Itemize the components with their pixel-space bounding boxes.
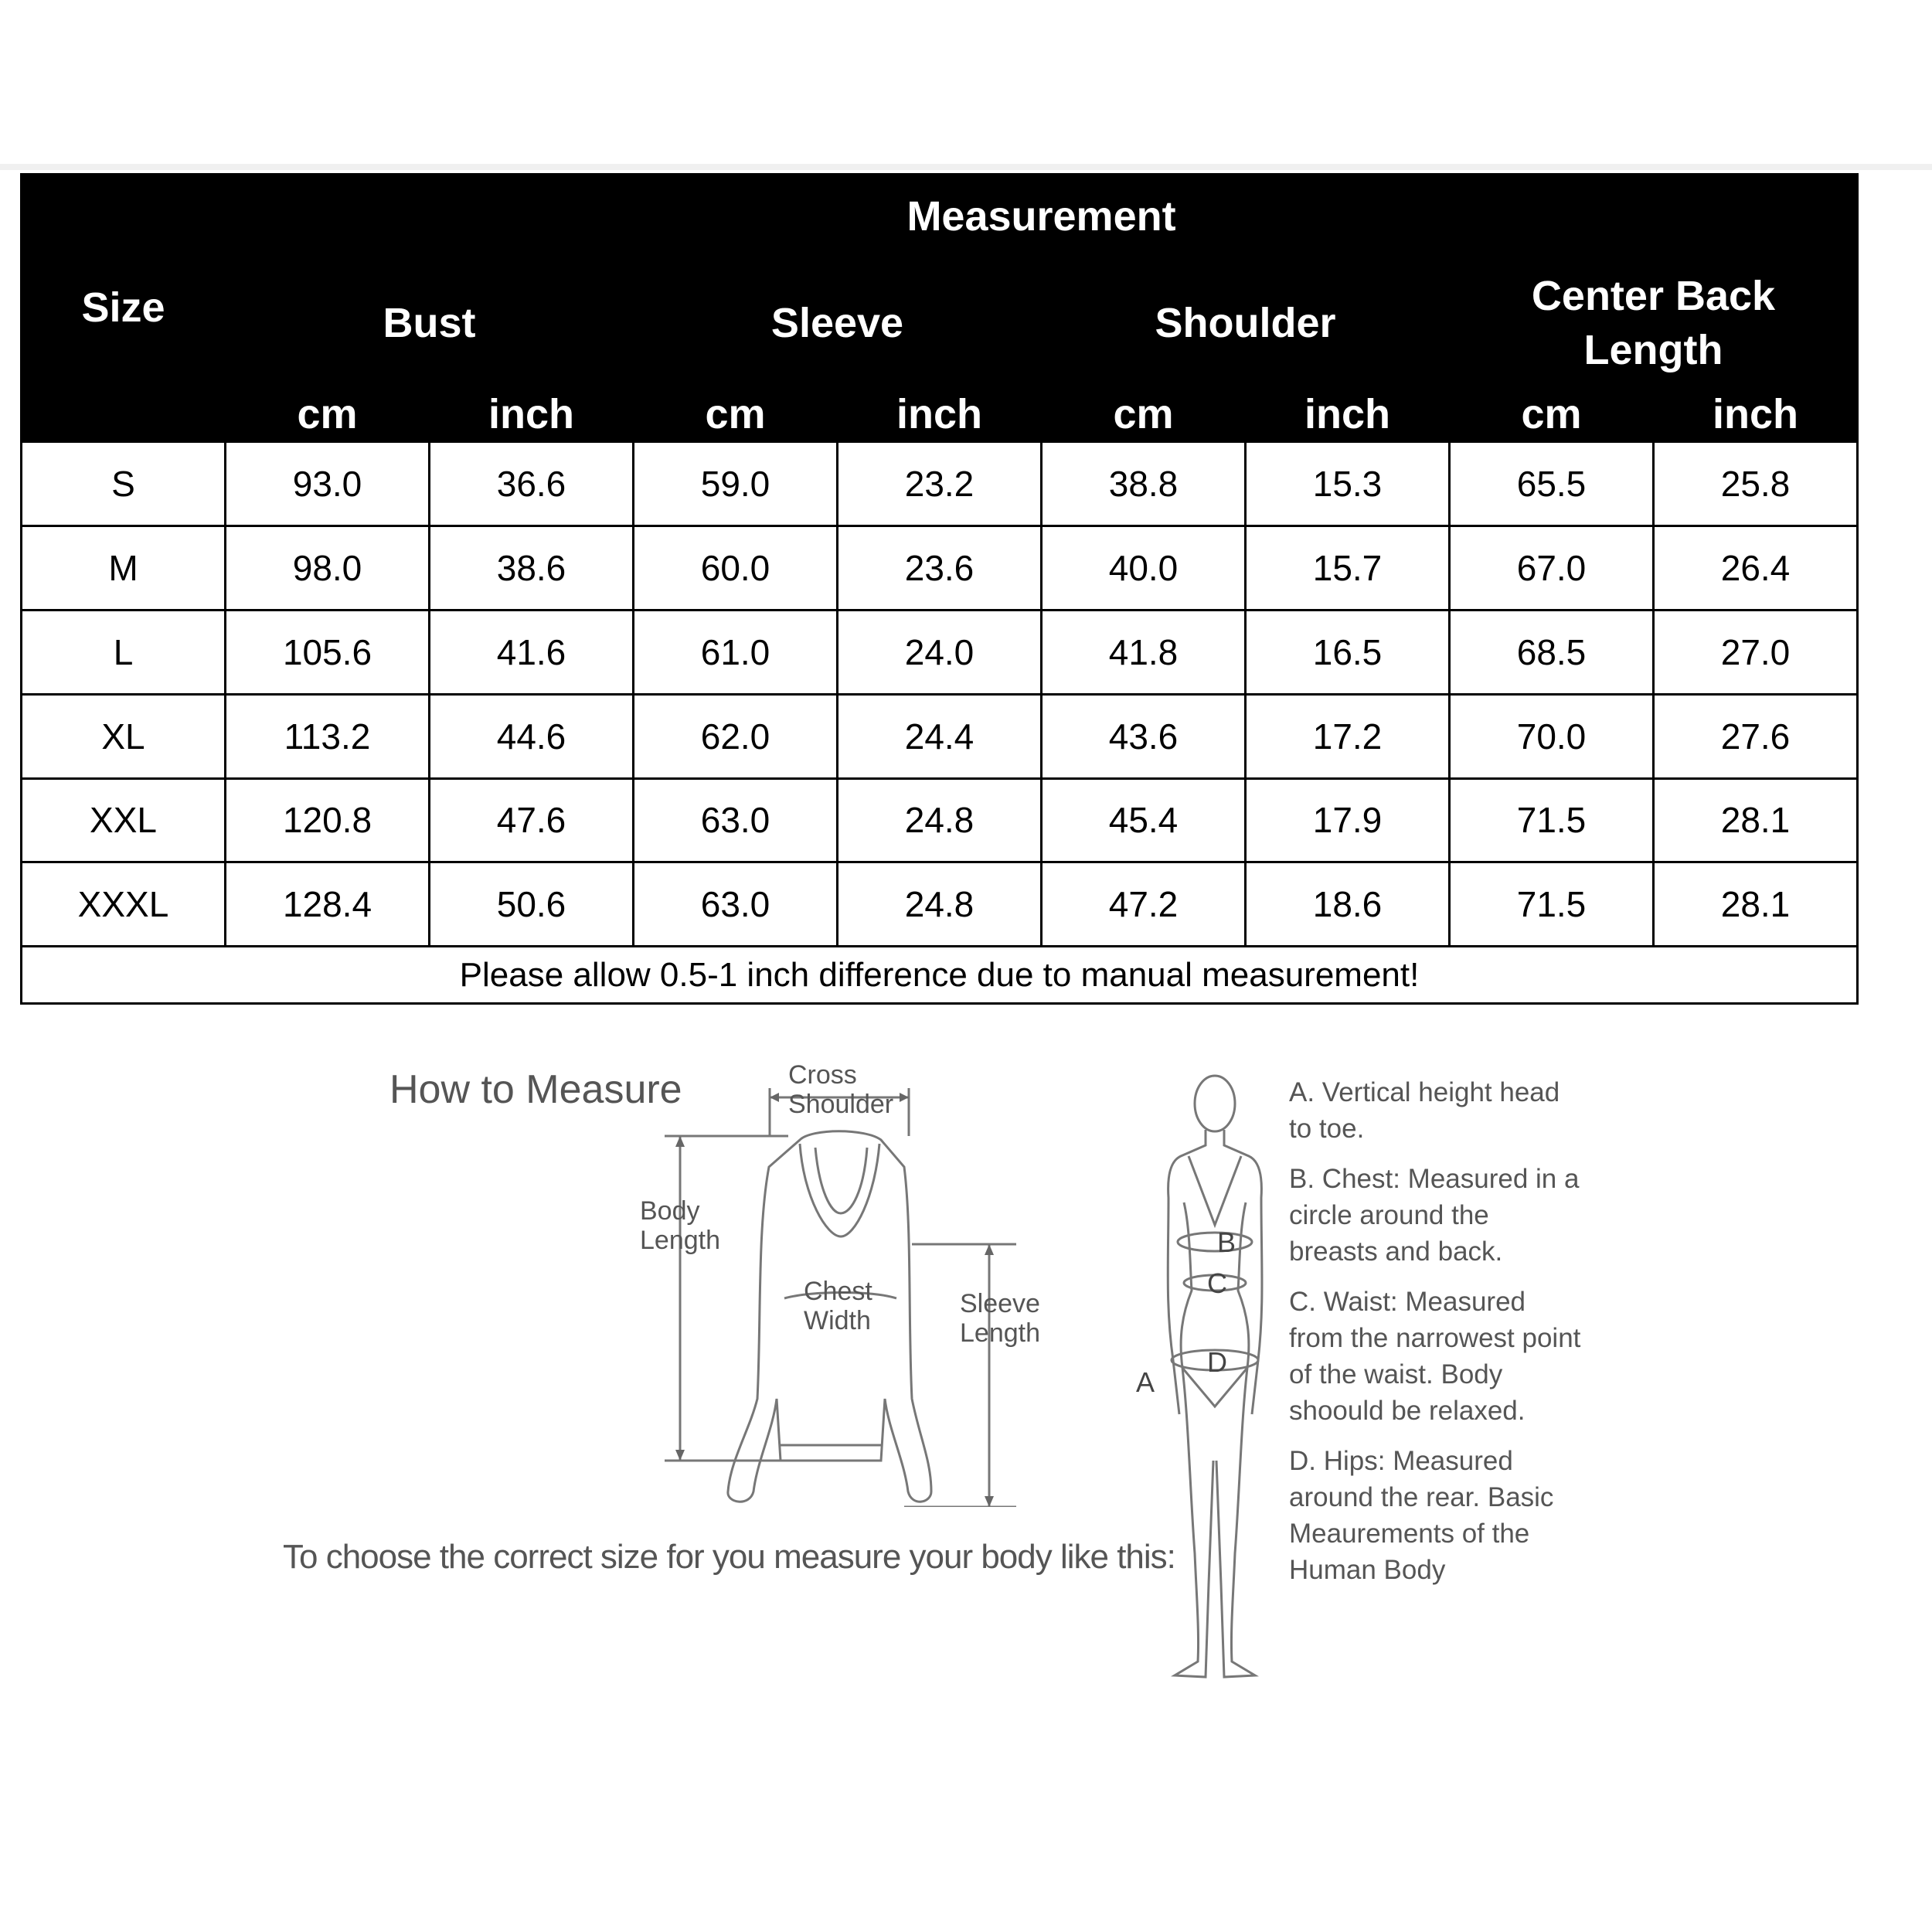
measurement-cell: 128.4 — [226, 862, 430, 947]
measurement-cell: 24.8 — [838, 778, 1042, 862]
measurement-cell: 43.6 — [1042, 694, 1246, 778]
measurement-cell: 44.6 — [430, 694, 634, 778]
measurement-cell: 15.3 — [1246, 441, 1450, 526]
measurement-header: Measurement — [226, 175, 1858, 260]
measurement-cell: 120.8 — [226, 778, 430, 862]
measurement-cell: 41.8 — [1042, 610, 1246, 694]
measurement-cell: 28.1 — [1654, 778, 1858, 862]
measurement-cell: 26.4 — [1654, 526, 1858, 610]
marker-a: A — [1136, 1366, 1155, 1398]
unit-header: inch — [430, 386, 634, 442]
measurement-cell: 62.0 — [634, 694, 838, 778]
unit-header: inch — [1246, 386, 1450, 442]
measurement-cell: 63.0 — [634, 862, 838, 947]
instruction-text: To choose the correct size for you measure your body like this: — [283, 1538, 1175, 1576]
measurement-cell: 36.6 — [430, 441, 634, 526]
chest-width-label: Chest Width — [804, 1277, 872, 1335]
measurement-cell: 59.0 — [634, 441, 838, 526]
legend-item-d: D. Hips: Measured around the rear. Basic Meaurements of the Human Body — [1289, 1446, 1554, 1585]
group-header-center-back-length: Center Back Length — [1450, 259, 1858, 386]
table-row — [22, 778, 1858, 862]
measurement-cell: 24.8 — [838, 862, 1042, 947]
unit-header: inch — [838, 386, 1042, 442]
how-to-measure-section — [0, 1028, 1932, 1723]
measurement-cell: 113.2 — [226, 694, 430, 778]
size-column-header: Size — [22, 175, 226, 442]
size-cell: XXXL — [22, 862, 226, 947]
measurement-cell: 38.6 — [430, 526, 634, 610]
table-row — [22, 694, 1858, 778]
how-to-measure-title: How to Measure — [389, 1067, 682, 1112]
measurement-cell: 23.6 — [838, 526, 1042, 610]
measurement-cell: 70.0 — [1450, 694, 1654, 778]
unit-header: cm — [1042, 386, 1246, 442]
legend-item-a: A. Vertical height head to toe. — [1289, 1077, 1560, 1144]
measurement-cell: 63.0 — [634, 778, 838, 862]
size-cell: S — [22, 441, 226, 526]
table-row — [22, 862, 1858, 947]
unit-header: cm — [226, 386, 430, 442]
measurement-cell: 50.6 — [430, 862, 634, 947]
measurement-cell: 47.6 — [430, 778, 634, 862]
measurement-cell: 16.5 — [1246, 610, 1450, 694]
table-row — [22, 526, 1858, 610]
measurement-cell: 38.8 — [1042, 441, 1246, 526]
measurement-cell: 68.5 — [1450, 610, 1654, 694]
measurement-cell: 27.6 — [1654, 694, 1858, 778]
group-header-shoulder: Shoulder — [1042, 259, 1450, 386]
measurement-cell: 25.8 — [1654, 441, 1858, 526]
measurement-cell: 27.0 — [1654, 610, 1858, 694]
measurement-cell: 61.0 — [634, 610, 838, 694]
table-row — [22, 610, 1858, 694]
group-header-sleeve: Sleeve — [634, 259, 1042, 386]
legend-item-b: B. Chest: Measured in a circle around the breasts and back. — [1289, 1164, 1580, 1267]
unit-header: inch — [1654, 386, 1858, 442]
measurement-cell: 65.5 — [1450, 441, 1654, 526]
measurement-cell: 18.6 — [1246, 862, 1450, 947]
measurement-cell: 47.2 — [1042, 862, 1246, 947]
unit-header: cm — [634, 386, 838, 442]
top-divider — [0, 164, 1932, 170]
measurement-cell: 45.4 — [1042, 778, 1246, 862]
table-row — [22, 441, 1858, 526]
measurement-legend — [1289, 1074, 1583, 1602]
measurement-note: Please allow 0.5-1 inch difference due to manual measurement! — [22, 947, 1858, 1004]
measurement-cell: 40.0 — [1042, 526, 1246, 610]
measurement-cell: 24.4 — [838, 694, 1042, 778]
marker-b: B — [1217, 1226, 1236, 1258]
marker-c: C — [1207, 1267, 1227, 1299]
sleeve-length-label: Sleeve Length — [960, 1289, 1040, 1348]
measurement-cell: 93.0 — [226, 441, 430, 526]
measurement-cell: 15.7 — [1246, 526, 1450, 610]
measurement-cell: 67.0 — [1450, 526, 1654, 610]
size-cell: M — [22, 526, 226, 610]
cross-shoulder-label: Cross Shoulder — [788, 1060, 894, 1119]
measurement-cell: 23.2 — [838, 441, 1042, 526]
unit-header: cm — [1450, 386, 1654, 442]
measurement-cell: 24.0 — [838, 610, 1042, 694]
size-cell: XL — [22, 694, 226, 778]
size-cell: L — [22, 610, 226, 694]
measurement-cell: 98.0 — [226, 526, 430, 610]
measurement-cell: 71.5 — [1450, 778, 1654, 862]
legend-item-c: C. Waist: Measured from the narrowest point of the waist. Body shoould be relaxed. — [1289, 1287, 1581, 1426]
size-chart-table — [20, 173, 1859, 1005]
measurement-cell: 105.6 — [226, 610, 430, 694]
measurement-cell: 28.1 — [1654, 862, 1858, 947]
measurement-cell: 17.9 — [1246, 778, 1450, 862]
measurement-cell: 71.5 — [1450, 862, 1654, 947]
measurement-cell: 17.2 — [1246, 694, 1450, 778]
marker-d: D — [1207, 1346, 1227, 1378]
measurement-cell: 41.6 — [430, 610, 634, 694]
measurement-cell: 60.0 — [634, 526, 838, 610]
size-cell: XXL — [22, 778, 226, 862]
body-length-label: Body Length — [640, 1196, 720, 1255]
group-header-bust: Bust — [226, 259, 634, 386]
